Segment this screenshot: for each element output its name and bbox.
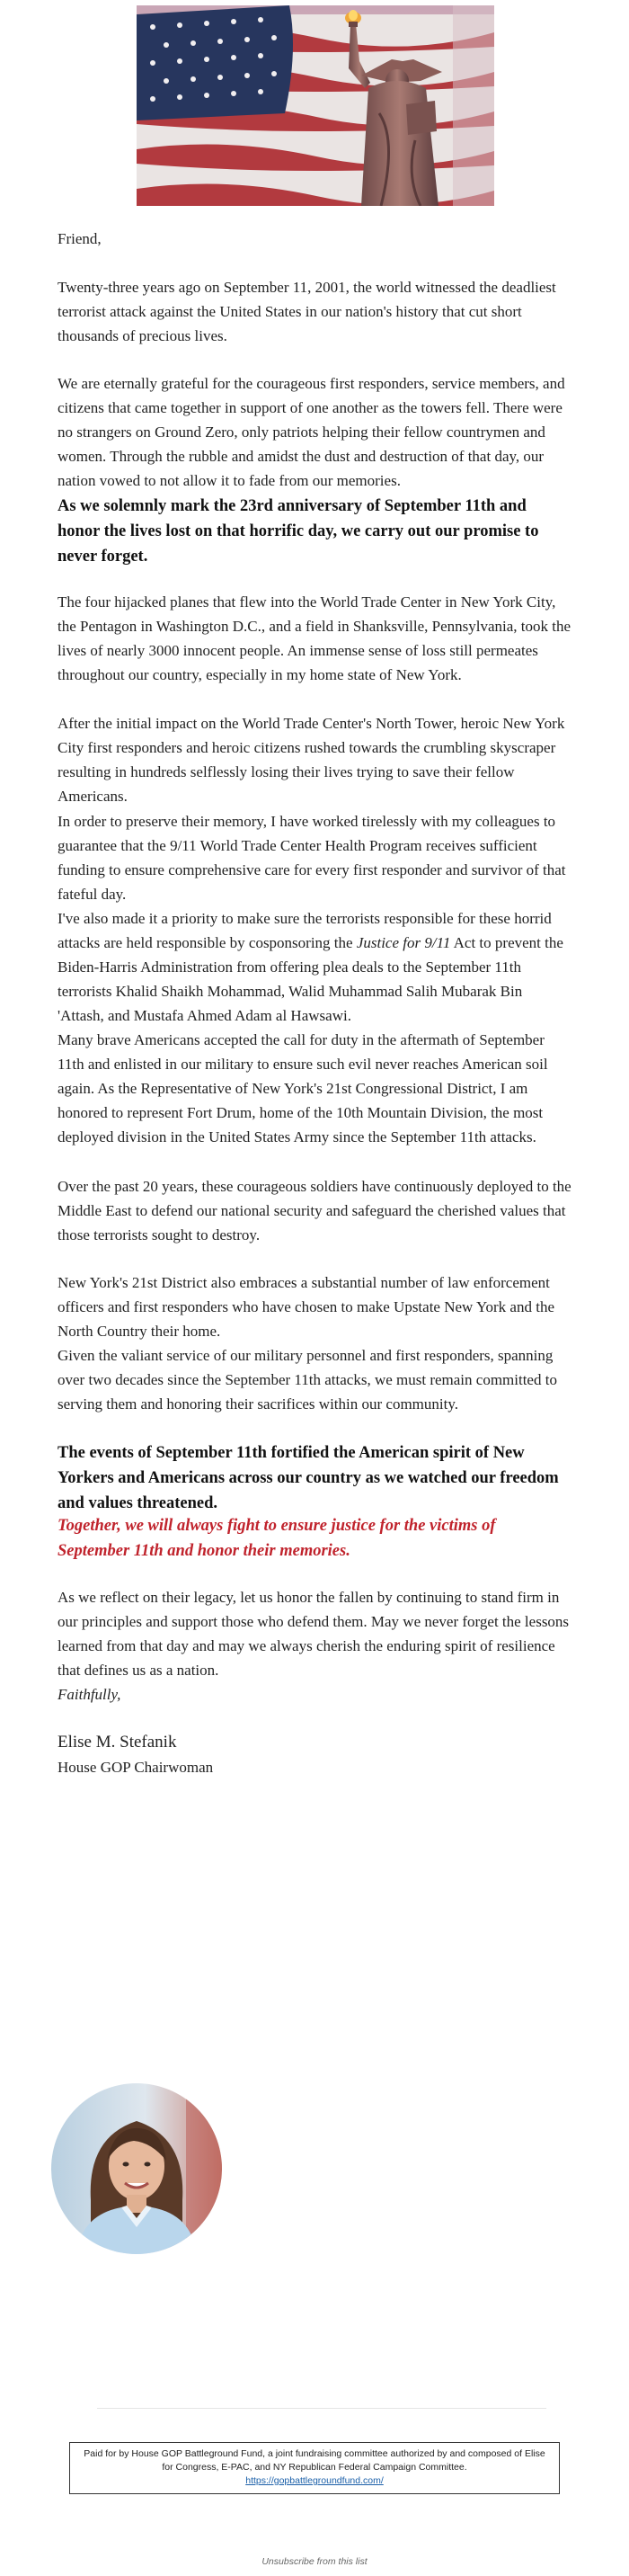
paragraph-soldiers-deployed: Over the past 20 years, these courageous soldiers have continuously deployed to the Middle East to defend our national security and safeguard the cherished values that those terrorists sought to destroy. <box>58 1178 571 1243</box>
justice-act-title: Justice for 9/11 <box>356 934 451 951</box>
signer-name: Elise M. Stefanik <box>58 1733 177 1752</box>
unsubscribe-link[interactable]: Unsubscribe from this list <box>261 2556 368 2567</box>
paragraph-health-program: In order to preserve their memory, I have worked tirelessly with my colleagues to guarantee that the 9/11 World Trade Center Health Program receives sufficient funding to ensure comprehensive care for every first responder and survivor of that fateful day. <box>58 813 566 903</box>
paragraph-valiant-service: Given the valiant service of our military personnel and first responders, spanning over two decades since the September 11th attacks, we must remain committed to serving them and honoring their sacrifices within our community. <box>58 1347 557 1413</box>
flag-graphic <box>137 5 494 206</box>
paragraph-american-spirit-bold: The events of September 11th fortified the American spirit of New Yorkers and Americans across our country as we watched our freedom and values threatened. <box>58 1444 559 1512</box>
paragraph-gratitude: We are eternally grateful for the courageous first responders, service members, and citizens that came together in support of one another as the towers fell. There were no strangers on Ground Zero, only patriots helping their fellow countrymen and women. Through the rubble and amidst the dust and destruction of that day, our nation vowed to not allow it to fade from our memories. <box>58 375 565 489</box>
justice-act-text-end: Act to prevent the Biden-Harris Administration from offering plea deals to the September 11th terrorists Khalid Shaikh Mohammad, Walid Muhammad Salih Mubarak Bin 'Attash, and Mustafa Ahmed Adam al Hawsawi. <box>58 934 563 1024</box>
paragraph-first-responders: New York's 21st District also embraces a substantial number of law enforcement officers and first responders who have chosen to make Upstate New York and the North Country their home. <box>58 1274 554 1340</box>
paragraph-anniversary-intro: Twenty-three years ago on September 11, 2001, the world witnessed the deadliest terrorist attack against the United States in our nation's history that cut short thousands of precious lives. <box>58 279 556 344</box>
paid-for-by-disclaimer <box>69 2442 560 2494</box>
disclaimer-text: Paid for by House GOP Battleground Fund, a joint fundraising committee authorized by and composed of Elise for Congress, E-PAC, and NY Republican Federal Campaign Committee. <box>84 2448 545 2473</box>
battleground-fund-link[interactable]: https://gopbattlegroundfund.com/ <box>245 2475 384 2486</box>
paragraph-hijacked-planes: The four hijacked planes that flew into the World Trade Center in New York City, the Pentagon in Washington D.C., and a field in Shanksville, Pennsylvania, took the lives of nearly 3000 innocent people. An immense sense of loss still permeates throughout our country, especially in my home state of New York. <box>58 593 571 683</box>
paragraph-fort-drum: Many brave Americans accepted the call for duty in the aftermath of September 11th and enlisted in our military to ensure such evil never reaches American soil again. As the Representative of New York's 21st Congressional District, I am honored to represent Fort Drum, home of the 10th Mountain Division, the most deployed division in the United States Army since the September 11th attacks. <box>58 1031 548 1145</box>
paragraph-justice-act <box>58 906 571 1028</box>
greeting: Friend, <box>58 230 102 247</box>
paragraph-reflect-legacy: As we reflect on their legacy, let us honor the fallen by continuing to stand firm in our principles and support those who defend them. May we never forget the lessons learned from that day and may we always cherish the enduring spirit of resilience that defines us as a nation. <box>58 1589 570 1679</box>
justice-act-text-start: I've also made it a priority to make sure the terrorists responsible for these horrid attacks are held responsible by cosponsoring the <box>58 910 552 951</box>
flag-statue-hero-image <box>137 5 494 206</box>
signoff-closing: Faithfully, <box>58 1686 121 1703</box>
signer-title: House GOP Chairwoman <box>58 1759 214 1776</box>
signer-portrait-photo <box>51 2083 222 2254</box>
footer-divider <box>97 2408 546 2409</box>
paragraph-justice-red-italic: Together, we will always fight to ensure justice for the victims of September 11th and honor their memories. <box>58 1517 496 1560</box>
paragraph-north-tower: After the initial impact on the World Trade Center's North Tower, heroic New York City first responders and heroic citizens rushed towards the crumbling skyscraper resulting in hundreds selflessly losing their lives trying to save their fellow Americans. <box>58 715 565 805</box>
paragraph-never-forget-bold: As we solemnly mark the 23rd anniversary of September 11th and honor the lives lost on that horrific day, we carry out our promise to never forget. <box>58 497 539 566</box>
